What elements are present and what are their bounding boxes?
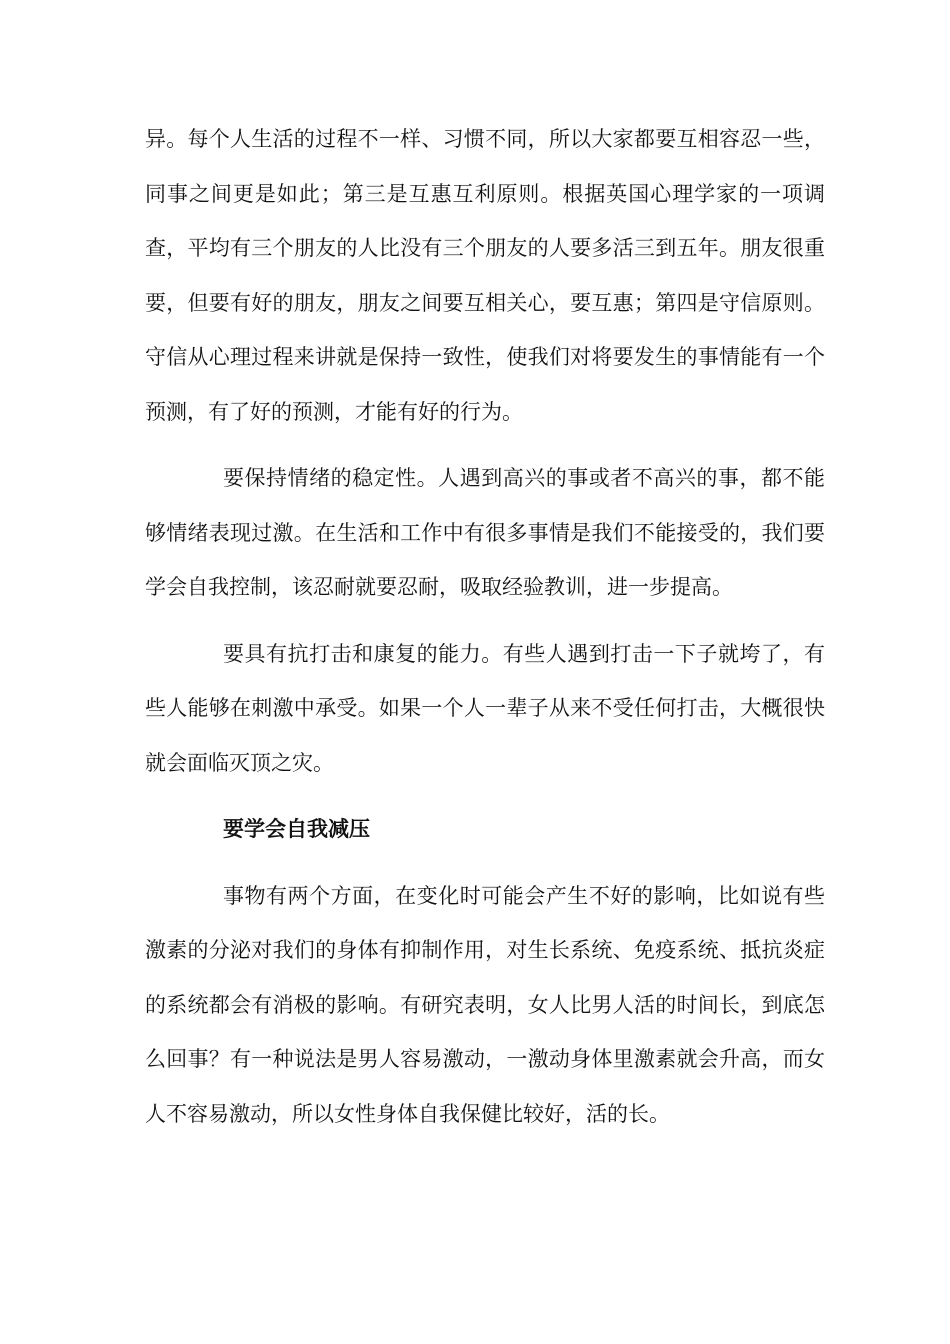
section-heading-stress-relief: 要学会自我减压 xyxy=(223,817,370,841)
paragraph-resilience: 要具有抗打击和康复的能力。有些人遇到打击一下子就垮了，有些人能够在刺激中承受。如果一个人一辈子从来不受任何打击，大概很快就会面临灭顶之灾。 xyxy=(145,641,825,775)
paragraph-principles-continued: 异。每个人生活的过程不一样、习惯不同，所以大家都要互相容忍一些，同事之间更是如此；第三是互惠互利原则。根据英国心理学家的一项调查，平均有三个朋友的人比没有三个朋友的人要多活三到五年。朋友很重要，但要有好的朋友，朋友之间要互相关心，要互惠；第四是守信原则。守信从心理过程来讲就是保持一致性，使我们对将要发生的事情能有一个预测，有了好的预测，才能有好的行为。 xyxy=(145,127,825,424)
paragraph-stress-relief: 事物有两个方面，在变化时可能会产生不好的影响，比如说有些激素的分泌对我们的身体有抑制作用，对生长系统、免疫系统、抵抗炎症的系统都会有消极的影响。有研究表明，女人比男人活的时间长，到底怎么回事？有一种说法是男人容易激动，一激动身体里激素就会升高，而女人不容易激动，所以女性身体自我保健比较好，活的长。 xyxy=(145,883,825,1126)
document-page xyxy=(145,112,825,1141)
paragraph-emotional-stability: 要保持情绪的稳定性。人遇到高兴的事或者不高兴的事，都不能够情绪表现过激。在生活和工作中有很多事情是我们不能接受的，我们要学会自我控制，该忍耐就要忍耐，吸取经验教训，进一步提高。 xyxy=(145,466,825,599)
